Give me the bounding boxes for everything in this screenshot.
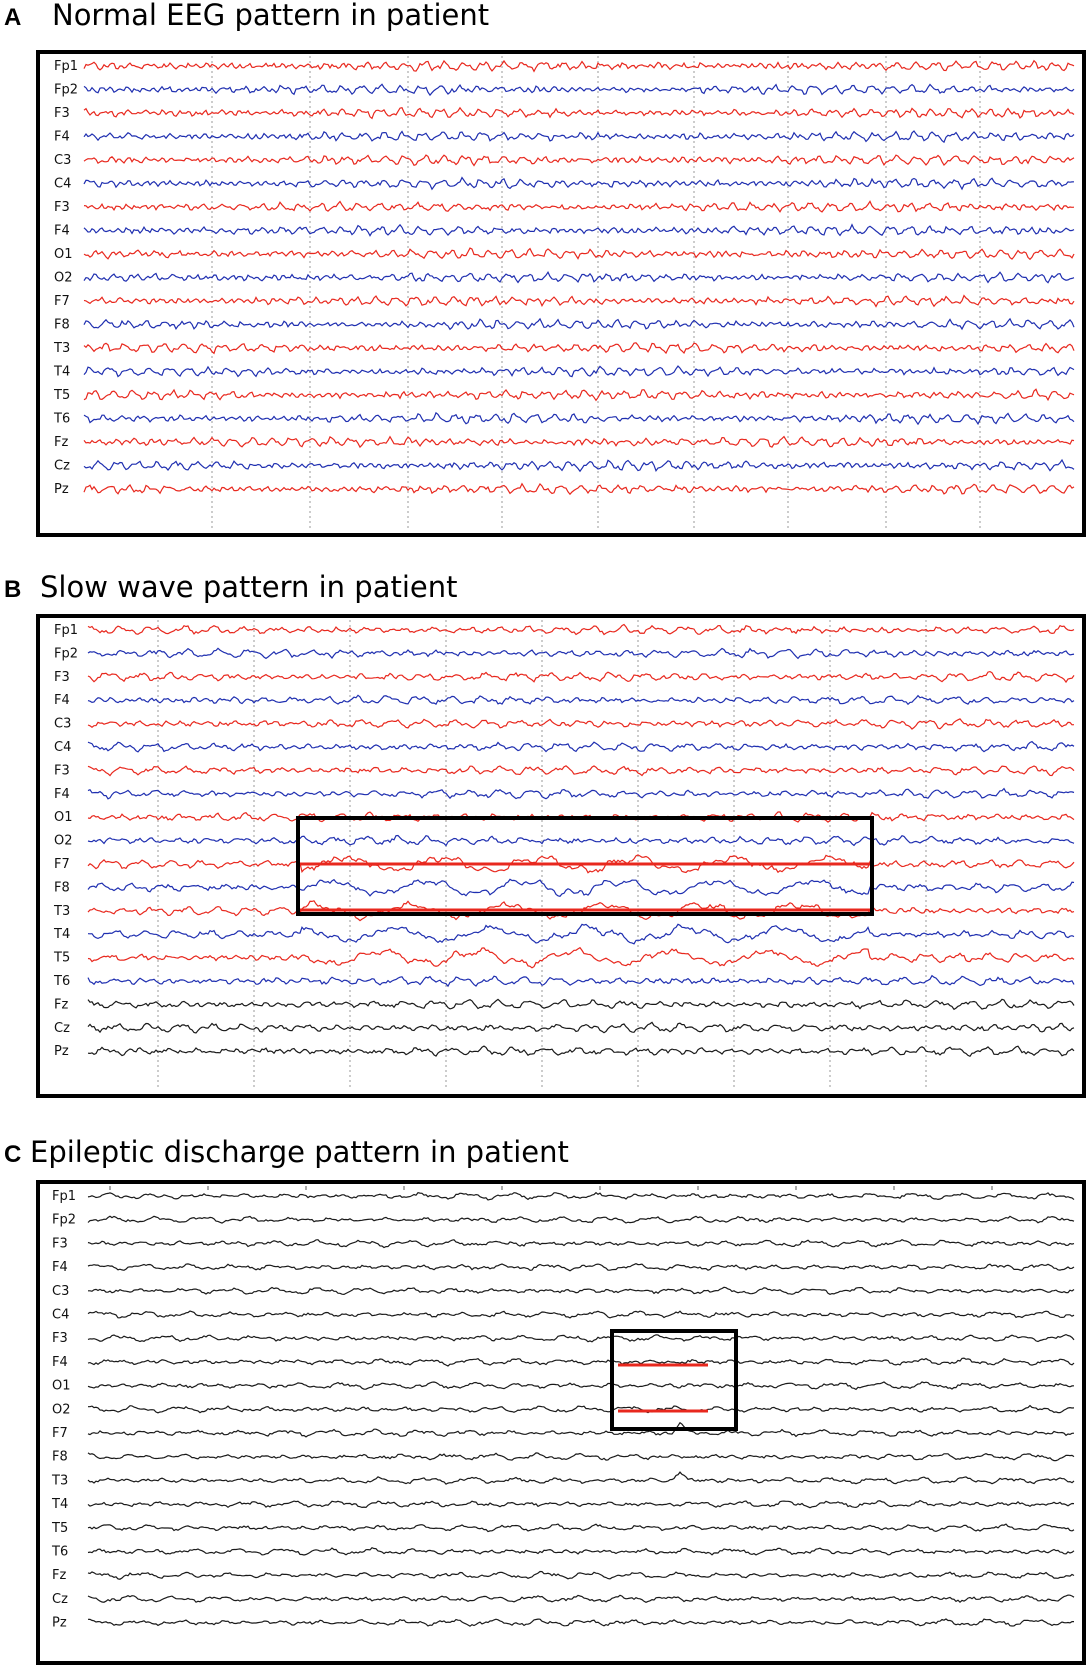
panel-c-title: Epileptic discharge pattern in patient bbox=[30, 1135, 569, 1169]
channel-label: F4 bbox=[54, 129, 70, 145]
eeg-trace bbox=[88, 1423, 1074, 1437]
channel-label: Fp2 bbox=[52, 1212, 77, 1228]
channel-label: F4 bbox=[54, 786, 70, 802]
channel-label: O1 bbox=[54, 810, 73, 826]
eeg-trace bbox=[88, 1046, 1074, 1056]
eeg-trace bbox=[88, 1501, 1074, 1508]
eeg-trace bbox=[88, 1264, 1074, 1271]
channel-label: F4 bbox=[52, 1354, 68, 1370]
eeg-trace bbox=[84, 319, 1074, 330]
eeg-trace bbox=[84, 84, 1074, 95]
channel-label: T3 bbox=[54, 341, 71, 356]
channel-label: Fz bbox=[52, 1568, 67, 1584]
channel-label: Fp1 bbox=[52, 1189, 77, 1204]
eeg-trace bbox=[84, 61, 1074, 72]
eeg-trace bbox=[88, 1216, 1074, 1223]
channel-label: F3 bbox=[54, 763, 70, 779]
channel-label: O2 bbox=[54, 270, 73, 286]
channel-label: F7 bbox=[54, 857, 70, 872]
channel-label: T5 bbox=[54, 950, 71, 966]
eeg-trace bbox=[84, 366, 1074, 377]
eeg-trace bbox=[88, 1453, 1074, 1461]
channel-label: F8 bbox=[52, 1449, 68, 1465]
eeg-trace bbox=[88, 1524, 1074, 1532]
channel-label: Pz bbox=[54, 1044, 69, 1060]
eeg-panel-b bbox=[36, 614, 1086, 1098]
channel-label: C3 bbox=[54, 153, 72, 168]
channel-label: Cz bbox=[54, 458, 70, 474]
eeg-trace bbox=[88, 976, 1074, 987]
eeg-trace bbox=[88, 1240, 1074, 1248]
eeg-trace bbox=[88, 1358, 1074, 1366]
channel-label: F3 bbox=[52, 1331, 68, 1347]
eeg-trace bbox=[84, 131, 1074, 142]
channel-label: O2 bbox=[52, 1402, 71, 1418]
channel-label: Fz bbox=[54, 435, 69, 450]
channel-label: C3 bbox=[52, 1283, 70, 1299]
channel-label: F3 bbox=[54, 669, 70, 685]
eeg-trace bbox=[84, 296, 1074, 307]
channel-label: Cz bbox=[54, 1020, 70, 1036]
eeg-panel-c bbox=[36, 1180, 1086, 1665]
channel-label: F8 bbox=[54, 880, 70, 896]
eeg-trace bbox=[84, 343, 1074, 354]
eeg-trace bbox=[88, 1335, 1074, 1342]
panel-c-letter: C bbox=[4, 1141, 22, 1168]
channel-label: Fz bbox=[54, 997, 69, 1013]
channel-label: T3 bbox=[54, 903, 71, 919]
channel-label: T6 bbox=[54, 974, 71, 989]
eeg-trace bbox=[84, 460, 1074, 471]
channel-label: O2 bbox=[54, 833, 73, 849]
eeg-trace bbox=[84, 272, 1074, 283]
eeg-trace bbox=[84, 225, 1074, 236]
eeg-trace bbox=[84, 413, 1074, 424]
eeg-trace bbox=[84, 155, 1074, 165]
channel-label: O1 bbox=[54, 247, 73, 262]
channel-label: F7 bbox=[52, 1426, 68, 1441]
channel-label: T4 bbox=[52, 1497, 69, 1513]
channel-label: Fp2 bbox=[54, 646, 79, 662]
eeg-trace bbox=[88, 1287, 1074, 1294]
channel-label: F8 bbox=[54, 317, 70, 333]
channel-label: C4 bbox=[54, 740, 72, 755]
channel-label: T5 bbox=[52, 1520, 69, 1536]
eeg-trace bbox=[88, 1311, 1074, 1318]
channel-label: F7 bbox=[54, 294, 70, 309]
eeg-trace bbox=[88, 1595, 1074, 1602]
channel-label: F3 bbox=[54, 106, 70, 121]
eeg-trace bbox=[84, 484, 1074, 494]
channel-label: T5 bbox=[54, 388, 71, 403]
eeg-traces-svg bbox=[40, 618, 1082, 1094]
channel-label: F4 bbox=[54, 693, 70, 709]
eeg-trace bbox=[88, 1572, 1074, 1580]
channel-label: C4 bbox=[54, 176, 72, 192]
channel-label: T6 bbox=[54, 411, 71, 427]
eeg-trace bbox=[88, 1382, 1074, 1390]
eeg-trace bbox=[84, 201, 1074, 212]
highlight-box bbox=[612, 1331, 736, 1429]
eeg-trace bbox=[84, 248, 1074, 259]
channel-label: C3 bbox=[54, 716, 72, 732]
channel-label: F4 bbox=[52, 1260, 68, 1276]
channel-label: Pz bbox=[52, 1615, 67, 1631]
eeg-panel-a bbox=[36, 50, 1086, 537]
channel-label: T4 bbox=[54, 927, 71, 943]
eeg-trace bbox=[88, 766, 1074, 776]
panel-a-title: Normal EEG pattern in patient bbox=[52, 0, 490, 32]
channel-label: Fp1 bbox=[54, 59, 79, 74]
channel-label: Fp1 bbox=[54, 623, 79, 638]
eeg-trace bbox=[84, 437, 1074, 448]
eeg-trace bbox=[84, 108, 1074, 119]
channel-label: T4 bbox=[54, 364, 71, 380]
panel-a-letter: A bbox=[4, 4, 22, 31]
eeg-trace bbox=[84, 178, 1074, 190]
channel-label: Fp2 bbox=[54, 82, 79, 98]
channel-label: O1 bbox=[52, 1378, 71, 1394]
eeg-trace bbox=[88, 1406, 1074, 1413]
eeg-trace bbox=[84, 389, 1074, 400]
eeg-traces-svg bbox=[40, 54, 1082, 533]
eeg-trace bbox=[88, 836, 1074, 846]
eeg-traces-svg bbox=[40, 1184, 1082, 1661]
highlight-box bbox=[298, 818, 872, 914]
channel-label: T6 bbox=[52, 1544, 69, 1560]
channel-label: T3 bbox=[52, 1473, 69, 1489]
panel-b-letter: B bbox=[4, 576, 22, 603]
eeg-trace bbox=[88, 1193, 1074, 1200]
eeg-trace bbox=[88, 1548, 1074, 1555]
eeg-trace bbox=[88, 1619, 1074, 1626]
channel-label: Cz bbox=[52, 1591, 68, 1607]
channel-label: Pz bbox=[54, 482, 69, 497]
channel-label: F3 bbox=[52, 1236, 68, 1252]
eeg-trace bbox=[88, 1472, 1074, 1484]
channel-label: C4 bbox=[52, 1307, 70, 1323]
channel-label: F4 bbox=[54, 223, 70, 239]
panel-b-title: Slow wave pattern in patient bbox=[40, 570, 458, 604]
channel-label: F3 bbox=[54, 200, 70, 215]
